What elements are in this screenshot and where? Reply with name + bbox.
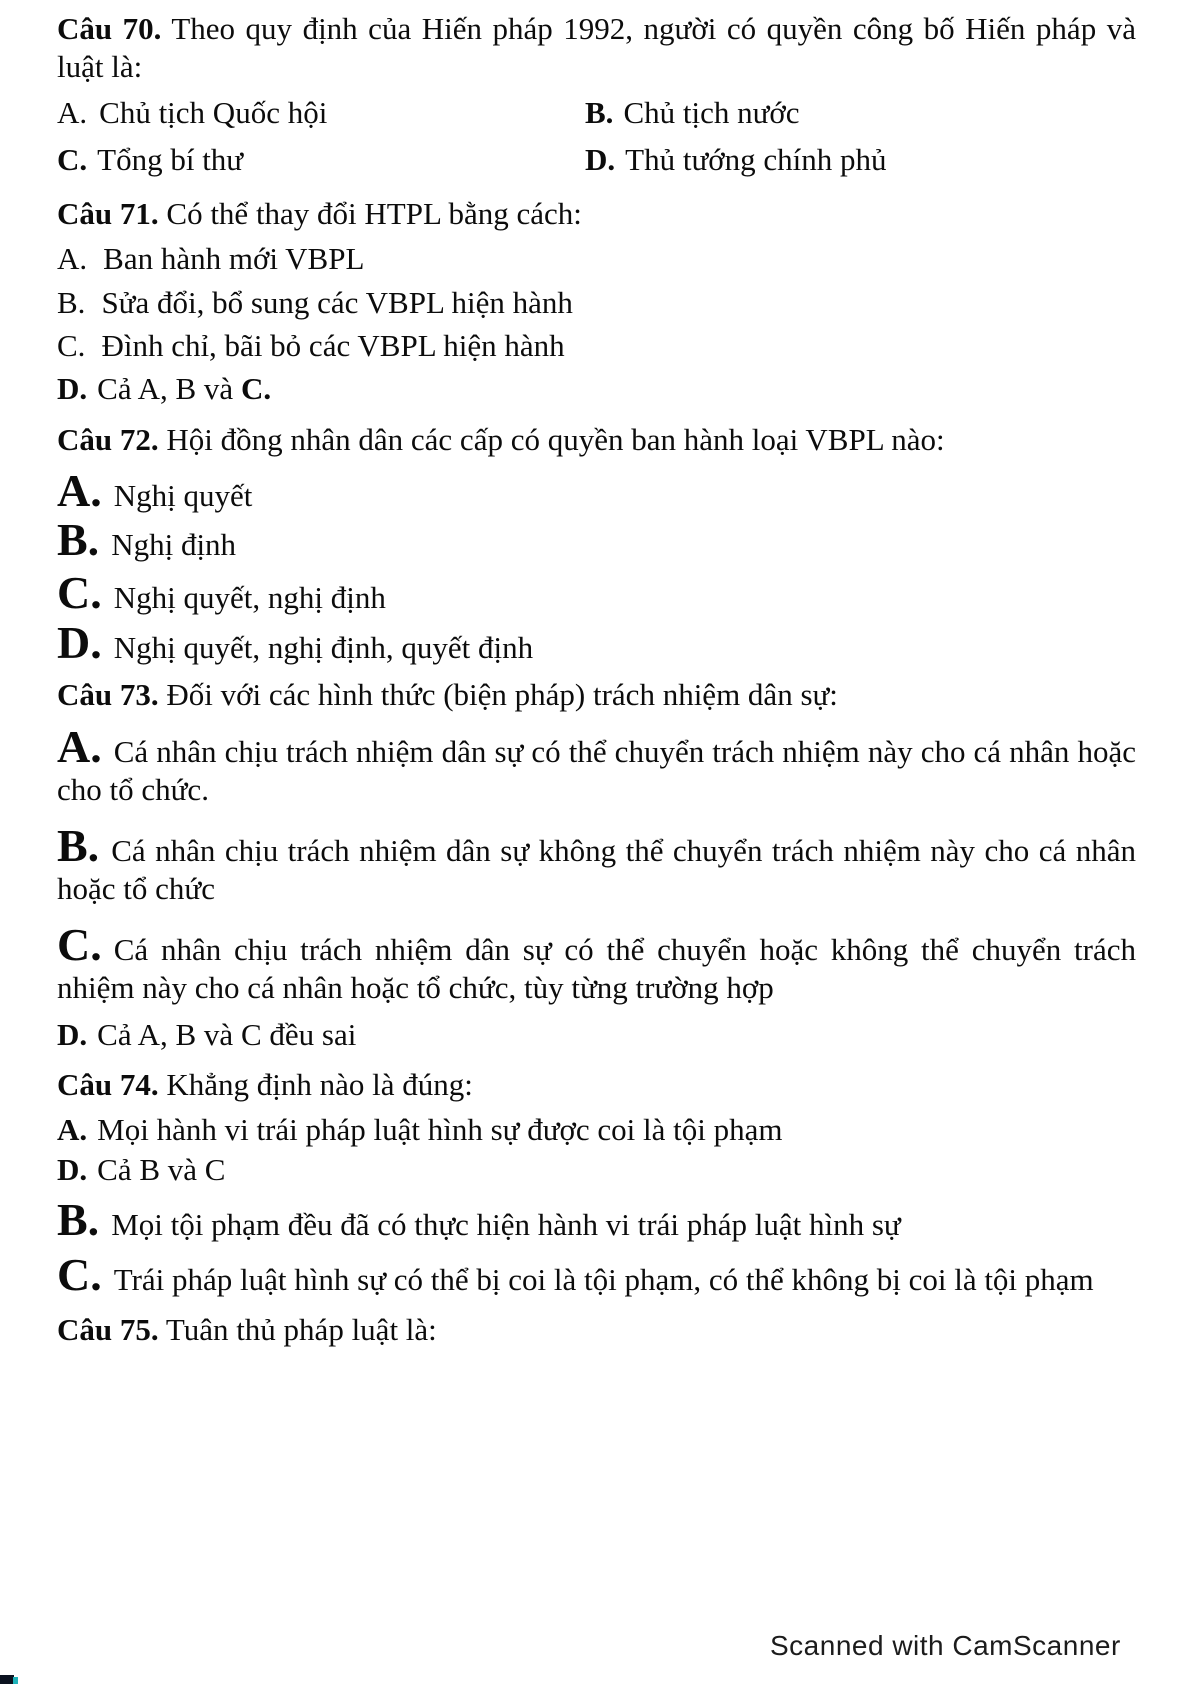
question-74-option-d: [57, 1151, 1136, 1189]
option-letter: A.: [57, 241, 88, 276]
option-text: Nghị quyết: [113, 478, 253, 513]
question-73-option-c: [57, 919, 1136, 1007]
option-text: Sửa đổi, bổ sung các VBPL hiện hành: [101, 285, 573, 320]
option-text: Cả B và C: [97, 1152, 226, 1187]
option-letter: A.: [57, 1112, 88, 1147]
option-letter: C.: [57, 919, 102, 970]
option-letter: A.: [57, 95, 88, 130]
option-letter: B.: [57, 820, 100, 871]
question-72-heading: [57, 421, 1136, 459]
option-text: Mọi tội phạm đều đã có thực hiện hành vi trái pháp luật hình sự: [111, 1207, 901, 1242]
question-70-option-c: [57, 141, 585, 179]
question-70-number: Câu 70.: [57, 11, 162, 46]
option-letter: B.: [57, 514, 100, 565]
option-text-bold-suffix: C.: [240, 371, 272, 406]
option-letter: D.: [57, 1152, 88, 1187]
question-73-option-a: [57, 721, 1136, 809]
option-text: Mọi hành vi trái pháp luật hình sự được coi là tội phạm: [97, 1112, 783, 1147]
question-72-text: Hội đồng nhân dân các cấp có quyền ban hành loại VBPL nào:: [166, 422, 945, 457]
question-74-heading: [57, 1066, 1136, 1104]
question-73-option-d: [57, 1016, 1136, 1054]
option-text: Nghị quyết, nghị định: [113, 580, 386, 615]
question-70-options-row-1: [57, 94, 1136, 132]
question-71-number: Câu 71.: [57, 196, 159, 231]
option-letter: A.: [57, 721, 102, 772]
question-72-option-a: [57, 465, 1136, 516]
question-71-heading: [57, 195, 1136, 233]
option-text: Đình chỉ, bãi bỏ các VBPL hiện hành: [101, 328, 565, 363]
question-73-number: Câu 73.: [57, 677, 159, 712]
question-73-heading: [57, 676, 1136, 714]
question-71-text: Có thể thay đổi HTPL bằng cách:: [166, 196, 582, 231]
question-70-options-row-2: [57, 141, 1136, 179]
option-letter: C.: [57, 567, 102, 618]
question-71-option-d: [57, 370, 1136, 408]
option-text: Chủ tịch Quốc hội: [99, 95, 328, 130]
scan-artifact-speck-teal: [13, 1677, 18, 1684]
option-letter: A.: [57, 465, 102, 516]
option-letter: B.: [585, 95, 614, 130]
question-70-heading: [57, 10, 1136, 86]
question-75-heading: [57, 1311, 1136, 1349]
question-74-option-b: [57, 1194, 1136, 1245]
option-letter: D.: [57, 371, 88, 406]
option-text: Nghị quyết, nghị định, quyết định: [113, 630, 534, 665]
question-70-text: Theo quy định của Hiến pháp 1992, người có quyền công bố Hiến pháp và luật là:: [57, 11, 1136, 84]
question-70-option-d: [585, 141, 1136, 179]
option-letter: D.: [585, 142, 616, 177]
option-text: Chủ tịch nước: [623, 95, 800, 130]
question-73-option-b: [57, 820, 1136, 908]
question-71-option-b: [57, 284, 1136, 322]
option-text: Cả A, B và C đều sai: [97, 1017, 357, 1052]
option-text: Tổng bí thư: [97, 142, 244, 177]
question-75-text: Tuân thủ pháp luật là:: [165, 1312, 437, 1347]
option-text: Cá nhân chịu trách nhiệm dân sự có thể chuyển hoặc không thể chuyển trách nhiệm này cho cá nhân hoặc tổ chức, tùy từng trường hợp: [57, 932, 1136, 1005]
question-75-number: Câu 75.: [57, 1312, 159, 1347]
question-73-text: Đối với các hình thức (biện pháp) trách nhiệm dân sự:: [166, 677, 838, 712]
question-71-option-a: [57, 240, 1136, 278]
option-text: Cả A, B và: [97, 371, 241, 406]
option-letter: C.: [57, 328, 86, 363]
option-text: Ban hành mới VBPL: [103, 241, 365, 276]
option-text: Thủ tướng chính phủ: [625, 142, 887, 177]
camscanner-watermark: Scanned with CamScanner: [770, 1630, 1121, 1661]
question-72-option-d: [57, 617, 1136, 668]
question-70-option-a: [57, 94, 585, 132]
question-71-option-c: [57, 327, 1136, 365]
option-text: Cá nhân chịu trách nhiệm dân sự không thể chuyển trách nhiệm này cho cá nhân hoặc tổ chức: [57, 833, 1136, 906]
question-72-option-b: [57, 514, 1136, 565]
question-70-option-b: [585, 94, 1136, 132]
option-letter: C.: [57, 142, 88, 177]
option-text: Trái pháp luật hình sự có thể bị coi là tội phạm, có thể không bị coi là tội phạm: [113, 1262, 1094, 1297]
option-letter: D.: [57, 1017, 88, 1052]
option-letter: D.: [57, 617, 102, 668]
document-body: [57, 10, 1136, 1349]
option-letter: B.: [57, 285, 86, 320]
question-74-option-a: [57, 1111, 1136, 1149]
option-letter: C.: [57, 1249, 102, 1300]
question-72-option-c: [57, 567, 1136, 618]
option-letter: B.: [57, 1194, 100, 1245]
question-74-text: Khẳng định nào là đúng:: [166, 1067, 473, 1102]
option-text: Cá nhân chịu trách nhiệm dân sự có thể chuyển trách nhiệm này cho cá nhân hoặc cho tổ chức.: [57, 734, 1136, 807]
question-74-number: Câu 74.: [57, 1067, 159, 1102]
option-text: Nghị định: [111, 527, 237, 562]
scan-artifact-speck: [0, 1675, 14, 1684]
question-74-option-c: [57, 1249, 1136, 1300]
question-72-number: Câu 72.: [57, 422, 159, 457]
